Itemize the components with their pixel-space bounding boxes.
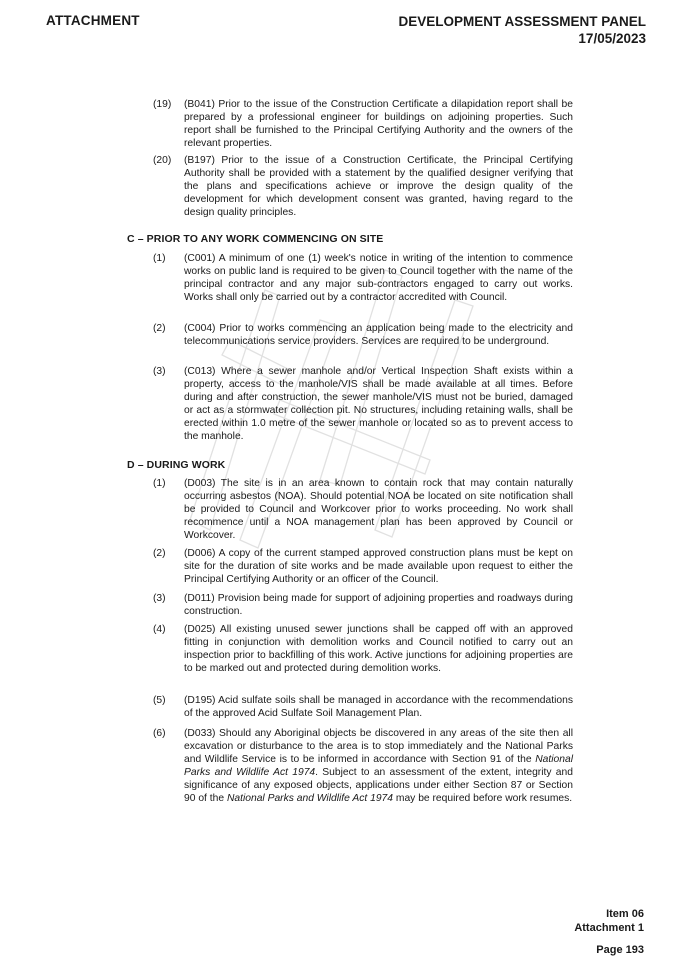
header-date: 17/05/2023 — [578, 31, 646, 46]
condition-text: (B041) Prior to the issue of the Construction Certificate a dilapidation report shall be prepared by a professional engineer for buildings on adjoining properties. Such report shall be furnished to the Principal Certifying Authority and the owners of the relevant properties. — [184, 99, 573, 150]
condition-number: (3) — [153, 593, 166, 604]
condition-number: (5) — [153, 695, 166, 706]
condition-text — [184, 727, 573, 806]
header-attachment-label: ATTACHMENT — [46, 13, 140, 28]
condition-number: (1) — [153, 478, 166, 489]
condition-number: (19) — [153, 99, 172, 110]
condition-text: (D195) Acid sulfate soils shall be managed in accordance with the recommendations of the approved Acid Sulfate Soil Management Plan. — [184, 695, 573, 720]
act-title-italic: National Parks and Wildlife Act 1974 — [184, 754, 573, 779]
condition-text: (C001) A minimum of one (1) week's notice in writing of the intention to commence works on public land is required to be given to Council together with the name of the principal contractor and any major sub-contractors engaged to carry out works. Works shall only be carried out by a contractor accredited with Council. — [184, 253, 573, 304]
condition-text: (D006) A copy of the current stamped approved construction plans must be kept on site for the duration of site works and be made available upon request to either the Principal Certifying Authority or an officer of the Council. — [184, 548, 573, 586]
condition-text: (C004) Prior to works commencing an application being made to the electricity and telecommunications service providers. Services are required to be underground. — [184, 323, 573, 348]
condition-text: (D025) All existing unused sewer junctions shall be capped off with an approved fitting in conjunction with demolition works and Council notified to carry out an inspection prior to backfilling of this work. Active junctions for adjoining properties are to be marked out and protected during demolition works. — [184, 624, 573, 675]
footer-attachment: Attachment 1 — [574, 922, 644, 934]
condition-text-part: . Subject to an assessment of the extent, integrity and significance of any exposed objects, applications under either Section 87 or Section 90 of the — [184, 767, 573, 805]
condition-number: (2) — [153, 548, 166, 559]
condition-number: (1) — [153, 253, 166, 264]
condition-text: (B197) Prior to the issue of a Construction Certificate, the Principal Certifying Authority shall be provided with a statement by the qualified designer verifying that the plans and specifications achieve or improve the design quality of the development for which development consent was granted, having regard to the design quality principles. — [184, 155, 573, 219]
condition-text-part: (D033) Should any Aboriginal objects be discovered in any areas of the site then all excavation or disturbance to the area is to stop immediately and the National Parks and Wildlife Service is to be informed in accordance with Section 91 of the — [184, 728, 573, 766]
act-title-italic: National Parks and Wildlife Act 1974 — [226, 793, 394, 805]
footer-page-number: Page 193 — [596, 944, 644, 956]
condition-text: (C013) Where a sewer manhole and/or Vertical Inspection Shaft exists within a property, access to the manhole/VIS shall be made available at all times. Before during and after construction, the sewer manhole/VIS must not be buried, damaged or act as a stormwater collection pit. No structures, including retaining walls, shall be erected within 1.0 metre of the sewer manhole or located so as to prevent access to the manhole. — [184, 366, 573, 443]
condition-number: (20) — [153, 155, 172, 166]
condition-text-part: may be required before work resumes. — [393, 793, 573, 805]
footer-item: Item 06 — [606, 908, 644, 920]
header-panel-block — [398, 13, 646, 47]
section-heading-c: C – PRIOR TO ANY WORK COMMENCING ON SITE — [127, 233, 384, 245]
condition-text: (D011) Provision being made for support of adjoining properties and roadways during construction. — [184, 593, 573, 618]
header-panel-title: DEVELOPMENT ASSESSMENT PANEL — [398, 14, 646, 29]
condition-number: (2) — [153, 323, 166, 334]
condition-number: (4) — [153, 624, 166, 635]
section-heading-d: D – DURING WORK — [127, 459, 226, 471]
condition-number: (6) — [153, 728, 166, 739]
footer-block — [574, 907, 644, 957]
condition-number: (3) — [153, 366, 166, 377]
condition-text: (D003) The site is in an area known to contain rock that may contain naturally occurring asbestos (NOA). Should potential NOA be located on site notification shall be provided to Council and Workcover prior to works proceeding. No work shall recommence until a NOA management plan has been approved by Council or Workcover. — [184, 478, 573, 542]
